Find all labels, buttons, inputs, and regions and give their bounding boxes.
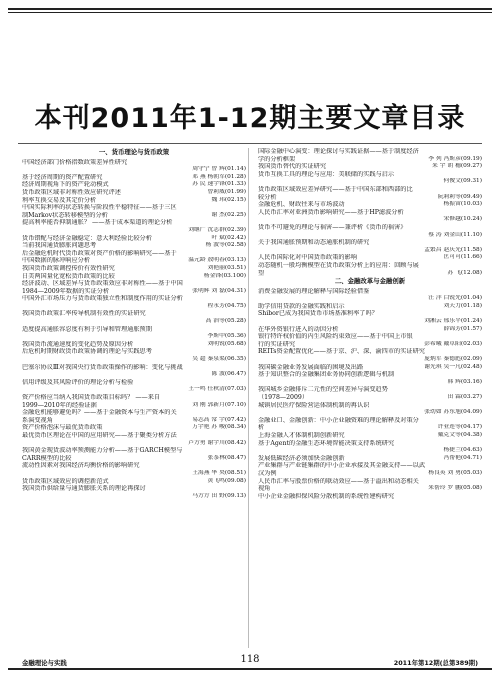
entry-author-ref: 张明辉 刘 磊(04.31) <box>192 287 246 294</box>
entry-title: 望 <box>258 269 265 277</box>
toc-entry <box>22 227 246 235</box>
toc-entry <box>258 485 482 493</box>
entry-title: 日美两国量化宽松货币政策的比较 <box>22 272 115 280</box>
toc-entry <box>22 295 246 303</box>
entry-title: 发展低碳经济必须加快金融创新 <box>258 454 345 462</box>
section-heading-monetary: 一、货币理论与货币政策 <box>98 148 170 156</box>
toc-entry <box>258 371 482 379</box>
entry-author-ref: 万宇艳 苏 峻(08.34) <box>192 424 246 431</box>
toc-entry <box>258 254 482 262</box>
toc-entry <box>258 318 482 326</box>
entry-author-ref: 易志高 常 宇(07.42) <box>192 416 246 423</box>
entry-author-ref: 冯帮艳(04.71) <box>443 454 482 461</box>
toc-entry <box>258 432 482 440</box>
entry-title: 金融危机、财政往来与市场波动 <box>258 201 345 209</box>
toc-entry <box>258 379 482 387</box>
toc-entry <box>22 455 246 463</box>
section-heading-reform: 二、金融改革与金融创新 <box>334 277 406 286</box>
toc-entry <box>258 470 482 478</box>
entry-author-ref: 朱 宇 胡 穗(09.27) <box>432 163 482 170</box>
top-rule <box>8 8 492 10</box>
entry-title: 助学信用贷款的金融实践和启示 <box>258 302 345 310</box>
entry-title: 在华外资银行进入的动因分析 <box>258 325 339 333</box>
toc-entry <box>22 303 246 311</box>
entry-title: 货币政策区域效应差异研究——基于中国东部和西部的比 <box>258 185 413 193</box>
entry-title: 视角 <box>258 485 271 493</box>
toc-entry <box>258 417 482 425</box>
entry-author-ref: 杨 波等(02.58) <box>205 242 246 249</box>
toc-entry <box>258 356 482 364</box>
journal-name: 金融理论与实践 <box>22 659 67 667</box>
entry-author-ref: 蔡 涛 刘金山(11.10) <box>428 231 482 238</box>
toc-entry <box>22 493 246 501</box>
toc-entry <box>258 310 482 318</box>
entry-title: 中国经济部门价格指数政策差异性研究 <box>22 158 128 166</box>
left-column <box>22 148 246 500</box>
entry-author-ref: 高 治等(05.28) <box>205 318 246 325</box>
toc-entry <box>258 455 482 463</box>
toc-entry <box>22 235 246 243</box>
entry-title: 后危机时期财政货币政策协调的理论与实践思考 <box>22 348 152 356</box>
entry-title: 中国实际利率的状态转换与阶段性平稳特征——基于三区 <box>22 204 177 212</box>
entry-author-ref: 谢 杰(02.25) <box>211 211 246 218</box>
toc-entry <box>258 348 482 356</box>
entry-author-ref: 曾莉威(01.99) <box>207 188 246 195</box>
toc-entry <box>22 189 246 197</box>
entry-title: 后金融危机时代货币政策对资产价格的影响研究——基于 <box>22 249 177 257</box>
entry-title: REITs资金配置优化——基于京、沪、深、渝四市的实证研究 <box>258 348 425 356</box>
entry-title: 流动性因素对我国经济均衡价格的影响研究 <box>22 462 140 470</box>
toc-entry <box>22 204 246 212</box>
toc-entry <box>22 326 246 334</box>
title-rule <box>18 143 482 144</box>
entry-title: 我国货币供给量与通货膨胀关系的理论再探讨 <box>22 485 146 493</box>
toc-entry <box>258 462 482 470</box>
toc-entry <box>258 156 482 164</box>
toc-entry <box>258 394 482 402</box>
entry-title: 基于经济周期的资产配置研究 <box>22 173 103 181</box>
toc-entry <box>22 417 246 425</box>
entry-author-ref: 田 霖(03.27) <box>447 394 482 400</box>
toc-entry <box>258 303 482 311</box>
toc-entry <box>22 280 246 288</box>
toc-entry <box>22 174 246 182</box>
entry-author-ref: 谢光琪 吴一凡(02.48) <box>424 363 482 370</box>
toc-entry <box>22 424 246 432</box>
entry-author-ref: 庞炳军 秦德彪(02.09) <box>424 356 482 363</box>
entry-author-ref: 吴 超 秦泉渠(06.35) <box>192 356 246 363</box>
entry-title: 消费金融发展的理论解释与国际经验借鉴 <box>258 287 370 295</box>
entry-author-ref: 何俊文(09.31) <box>443 178 482 185</box>
entry-title: 提高利率能否抑制通胀？ ——基于成本渠道的理论分析 <box>22 219 173 227</box>
entry-title: 1984—2009年数据的实证分析 <box>22 287 110 295</box>
entry-author-ref: 温元龄 敖明春(03.13) <box>188 257 246 264</box>
right-entry-list <box>258 288 482 501</box>
toc-entry <box>258 262 482 270</box>
entry-title: 基于Agent的金融生态环境智能决策支持系统研究 <box>258 439 395 447</box>
entry-title: 经济周期视角下的资产轮动模式 <box>22 181 109 189</box>
entry-author-ref: 叶 斌(02.42) <box>211 234 246 241</box>
entry-author-ref: 薛锦芳(01.57) <box>443 325 482 332</box>
entry-title: 我国黄金现货波动率预测能力分析——基于GARCH模型与 <box>22 447 183 455</box>
toc-entry <box>258 232 482 240</box>
entry-title: 中国外汇市场压力与货币政策独立性和制度作用的实证分析 <box>22 295 183 303</box>
entry-title: 1999—2010年的经验证据 <box>22 401 97 409</box>
toc-entry <box>22 341 246 349</box>
entry-title: 产业集群与产业链集群的中小企业承接及其金融支持——以武 <box>258 462 426 470</box>
column-divider <box>248 148 249 648</box>
entry-title: 我国货币替代的实证研究 <box>258 163 327 171</box>
toc-entry <box>22 212 246 220</box>
entry-title: 货币不可避免的理论与祸害——兼评析《货币的祸害》 <box>258 223 407 231</box>
right-top-entry-list <box>258 148 482 277</box>
toc-entry <box>258 239 482 247</box>
toc-entry <box>22 242 246 250</box>
entry-title: 金融危机能够避免吗？——基于金融资本与生产资本的关 <box>22 409 177 417</box>
entry-title: 基于知识整合的金融集团业务协同创新逻辑与机制 <box>258 371 395 379</box>
entry-title: 人民币国际化对中国货币政策的影响 <box>258 254 357 262</box>
toc-entry <box>22 432 246 440</box>
toc-entry <box>258 270 482 278</box>
entry-author-ref: 李斯中(05.36) <box>207 333 246 340</box>
entry-title: 人民币汇率对亚洲货币影响研究——基于HP滤波分析 <box>258 208 404 216</box>
toc-entry <box>22 273 246 281</box>
page-number: 118 <box>240 654 260 665</box>
toc-entry <box>22 318 246 326</box>
entry-author-ref: 杨捷兰(04.63) <box>443 447 482 454</box>
toc-entry <box>22 159 246 167</box>
toc-entry <box>22 371 246 379</box>
entry-author-ref: 杨金锋(03.100) <box>203 272 246 279</box>
toc-entry <box>258 209 482 217</box>
entry-author-ref: 张幼如 苏东旭(04.09) <box>424 409 482 416</box>
entry-title: 学的分析框架 <box>258 155 296 163</box>
toc-entry <box>258 163 482 171</box>
entry-title: 人民币汇率与股票价格的联动效应——基于溢出和动态相关 <box>258 477 419 485</box>
toc-entry <box>22 379 246 387</box>
entry-author-ref: 魏 玮(02.15) <box>211 196 246 203</box>
entry-author-ref: 刘继广 沈志群(02.39) <box>188 226 246 233</box>
entry-title: 巴塞尔协议Ⅲ对我国央行货币政策操作的影响：变化与挑战 <box>22 363 183 371</box>
entry-title: 当前我国通货膨胀问题思考 <box>22 242 97 250</box>
left-entry-list <box>22 159 246 501</box>
right-column <box>258 148 482 500</box>
entry-title: Shibor已成为我国货币市场基准利率了吗？ <box>258 310 378 318</box>
entry-title: 系演变视角 <box>22 416 53 424</box>
entry-title: 银行特许权价值的内生风险约束效应——基于中国上市银 <box>258 333 413 341</box>
entry-author-ref: 阮莉莉等(09.49) <box>437 193 482 200</box>
entry-title: 我国货币政策调控传价有效性研究 <box>22 264 115 272</box>
toc-entry <box>22 348 246 356</box>
entry-author-ref: 刘 刚 郭新月(07.10) <box>192 401 246 408</box>
entry-title: 货币错配与经济金融稳定：意大利经验比较分析 <box>22 234 152 242</box>
entry-author-ref: 苏 民 速宇锋(01.33) <box>192 181 246 188</box>
entry-author-ref: 刘艳丽(03.51) <box>207 264 246 271</box>
entry-author-ref: 刘湘云 邢乐平(01.24) <box>424 318 482 325</box>
toc-entry <box>258 326 482 334</box>
entry-author-ref: 汪 洋 白锐先(01.04) <box>428 295 482 302</box>
entry-author-ref: 戴克文等(04.38) <box>437 431 482 438</box>
entry-title: 货币互换工具的理论与应用：美联储的实践与启示 <box>258 170 395 178</box>
toc-entry <box>258 224 482 232</box>
entry-title: 动态随机一般均衡模型在货币政策分析上的应用：回顾与展 <box>258 261 419 269</box>
toc-entry <box>258 148 482 156</box>
entry-title: 货币政策区域非对称性效应研究评述 <box>22 188 121 196</box>
toc-entry <box>258 295 482 303</box>
entry-author-ref: 李 列 冯斯彦(09.19) <box>428 155 482 162</box>
toc-entry <box>22 166 246 174</box>
toc-entry <box>258 333 482 341</box>
toc-entry <box>22 257 246 265</box>
toc-entry <box>258 386 482 394</box>
toc-entry <box>22 219 246 227</box>
entry-title: 资产价格应当纳入我国货币政策目标吗？ ——来自 <box>22 394 161 401</box>
entry-title: CARR模型的比较 <box>22 454 72 462</box>
toc-entry <box>258 194 482 202</box>
entry-author-ref: 孟繁昌 赵庆光(11.58) <box>424 246 482 253</box>
toc-entry <box>258 247 482 255</box>
entry-author-ref: 宋修越(10.24) <box>443 216 482 223</box>
toc-entry <box>22 470 246 478</box>
entry-title: 信用评级及其风险评价的理论分析与检验 <box>22 378 134 386</box>
toc-entry <box>258 402 482 410</box>
entry-author-ref: 陈 波(06.47) <box>211 371 246 378</box>
entry-title: 较分析 <box>258 193 277 201</box>
entry-author-ref: 刘天力(01.18) <box>443 302 482 309</box>
entry-author-ref: 卢方勇 谢宇川(08.42) <box>188 439 246 446</box>
entry-author-ref: 朱帮玲 罗 鹏(05.08) <box>428 485 482 492</box>
toc-entry <box>258 440 482 448</box>
entry-title: （1978—2009） <box>258 394 309 401</box>
toc-entry <box>258 493 482 501</box>
issue-info: 2011年第12期(总第389期) <box>393 659 478 667</box>
page-title: 本刊2011年1-12期主要文章目录 <box>34 103 466 134</box>
entry-title: 制Markov状态转移模型的分析 <box>22 211 108 219</box>
toc-entry <box>22 386 246 394</box>
toc-entry <box>258 186 482 194</box>
entry-title: 货币政策区域效应的调控新范式 <box>22 477 109 485</box>
entry-author-ref: 周守宁 曾 辉(01.14) <box>192 166 246 173</box>
toc-entry <box>258 478 482 486</box>
entry-author-ref: 杨振宙(10.03) <box>443 201 482 208</box>
entry-author-ref: 王海燕 华 央(08.51) <box>192 469 246 476</box>
entry-title: 最优货币区理论在中国的应用研究——基于聚类分析方法 <box>22 431 177 439</box>
toc-entry <box>258 178 482 186</box>
entry-title: 资产价格泡沫与最优货币政策 <box>22 424 103 432</box>
toc-entry <box>22 394 246 402</box>
toc-entry <box>22 310 246 318</box>
toc-entry <box>22 440 246 448</box>
entry-title: 适度提高通胀容忍度有利于引导和管理通胀预期 <box>22 325 152 333</box>
entry-title: 上海金融人才体制机制创新研究 <box>258 431 345 439</box>
entry-author-ref: 黄飞鸣(09.08) <box>207 477 246 484</box>
entry-title: 关于我国通胀预期和动态通胀机制的研究 <box>258 239 370 247</box>
entry-title: 我国货币政策汇率传导机制有效性的实证研究 <box>22 310 146 318</box>
toc-entry <box>258 341 482 349</box>
toc-entry <box>22 197 246 205</box>
entry-title: 经济波动、区域差异与货币政策效应非对称性——基于中国 <box>22 280 183 288</box>
toc-entry <box>258 424 482 432</box>
toc-entry <box>22 409 246 417</box>
toc-entry <box>22 265 246 273</box>
entry-author-ref: 苏 飞(12.08) <box>447 269 482 276</box>
entry-author-ref: 马方方 田 野(09.13) <box>192 492 246 499</box>
toc-entry <box>258 409 482 417</box>
entry-title: 利率互换交易及其定价分析 <box>22 196 97 204</box>
toc-entry <box>22 462 246 470</box>
toc-entry <box>22 402 246 410</box>
entry-author-ref: 王一鸣 任秋清(07.03) <box>188 386 246 393</box>
toc-entry <box>258 171 482 179</box>
toc-entry <box>258 364 482 372</box>
entry-author-ref: 邓 燕 杨朝军(01.28) <box>192 173 246 180</box>
toc-entry <box>22 181 246 189</box>
entry-title: 析 <box>258 424 265 432</box>
entry-title: 中小企业金融担保风险分散机制的系统性建构研究 <box>258 492 395 500</box>
entry-author-ref: 张茶林(08.47) <box>207 454 246 461</box>
entry-author-ref: 匡可可(11.66) <box>443 254 482 261</box>
footer-rule <box>8 668 492 670</box>
toc-entry <box>22 364 246 372</box>
toc-entry <box>258 447 482 455</box>
toc-entry <box>22 485 246 493</box>
entry-author-ref: 程永芳(04.75) <box>207 302 246 309</box>
toc-entry <box>258 216 482 224</box>
toc-entry <box>22 288 246 296</box>
entry-author-ref: 刘明锐(05.68) <box>207 340 246 347</box>
entry-title: 行的实证研究 <box>258 340 296 348</box>
entry-title: 我国碳金融业务发展面临的困境及出路 <box>258 363 364 371</box>
entry-author-ref: 彭希曦 戴卓阳(02.03) <box>424 340 482 347</box>
entry-author-ref: 许亚连等(04.17) <box>437 424 482 431</box>
toc-entry <box>22 250 246 258</box>
toc-entry <box>258 201 482 209</box>
toc-entry <box>22 356 246 364</box>
toc-entry <box>22 333 246 341</box>
entry-title: 金融业口、金融创新：中小企业融资难的理论解释及对策分 <box>258 416 419 424</box>
entry-author-ref: 韩 辉(03.16) <box>447 378 482 385</box>
entry-title: 我国城乡金融排斥二元性的空间差异与演变趋势 <box>258 386 388 394</box>
entry-author-ref: 杨良英 刘 勇(05.03) <box>428 469 482 476</box>
top-rule-thin <box>8 12 492 13</box>
entry-title: 城镇居民医疗保险营运体制机制的再认识 <box>258 401 370 409</box>
toc-entry <box>22 478 246 486</box>
toc-entry <box>22 447 246 455</box>
entry-title: 国际金融中心演变：理论探讨与实践证据——基于制度经济 <box>258 148 419 155</box>
toc-entry <box>258 288 482 296</box>
entry-title: 中国数据的脉冲响应分析 <box>22 257 91 265</box>
entry-title: 我国货币流通速度的变化趋势及原因分析 <box>22 340 134 348</box>
entry-title: 汉为例 <box>258 469 277 477</box>
